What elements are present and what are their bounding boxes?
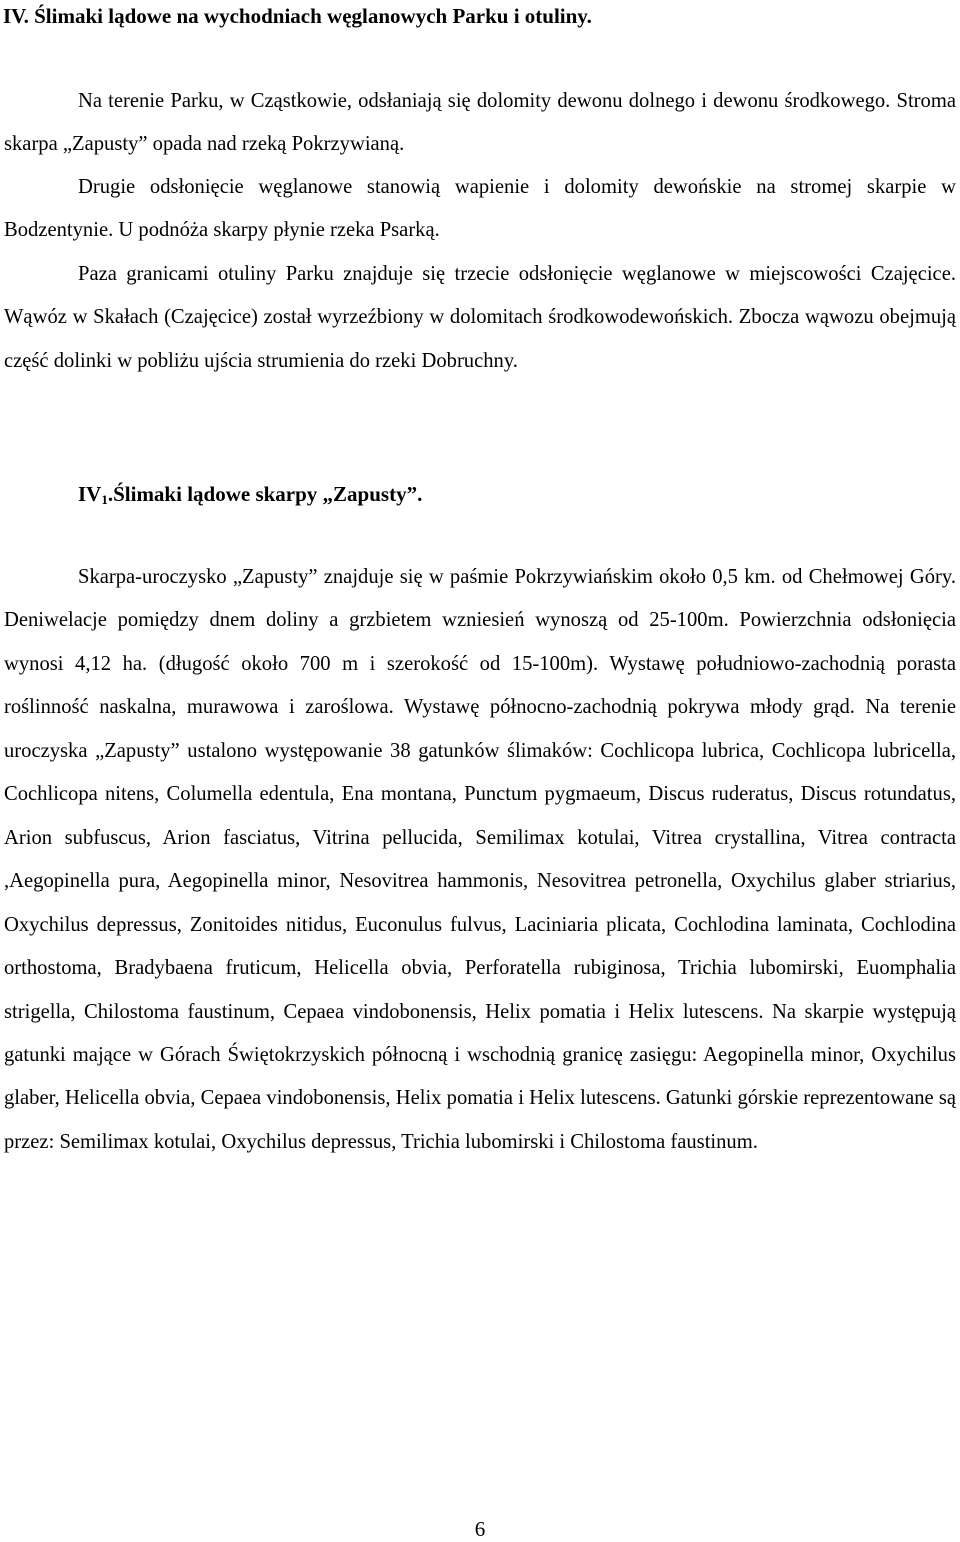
subsection-subscript: 1 [101, 492, 108, 507]
subsection-title: .Ślimaki lądowe skarpy „Zapusty”. [107, 482, 423, 506]
subsection-heading [78, 480, 422, 514]
paragraph-bodzentyn: Drugie odsłonięcie węglanowe stanowią wapienie i dolomity dewońskie na stromej skarpie w Bodzentynie. U podnóża skarpy płynie rzeka Psarką. [4, 176, 956, 242]
subsection-prefix: IV [78, 482, 102, 506]
page-number: 6 [474, 1517, 486, 1541]
section-heading: IV. Ślimaki lądowe na wychodniach węglanowych Parku i otuliny. [3, 4, 592, 28]
paragraph-dolomity: Na terenie Parku, w Cząstkowie, odsłaniają się dolomity dewonu dolnego i dewonu środkowego. Stroma skarpa „Zapusty” opada nad rzeką Pokrzywianą. [4, 90, 956, 156]
paragraph-czajecice: Paza granicami otuliny Parku znajduje się trzecie odsłonięcie węglanowe w miejscowości Czajęcice. Wąwóz w Skałach (Czajęcice) został wyrzeźbiony w dolomitach środkowodewońskich. Zbocza wąwozu obejmują część dolinki w pobliżu ujścia strumienia do rzeki Dobruchny. [4, 263, 956, 372]
paragraph-zapusty: Skarpa-uroczysko „Zapusty” znajduje się w paśmie Pokrzywiańskim około 0,5 km. od Chełmowej Góry. Deniwelacje pomiędzy dnem doliny a grzbietem wzniesień wynoszą od 25-100m. Powierzchnia odsłonięcia wynosi 4,12 ha. (długość około 700 m i szerokość od 15-100m). Wystawę południowo-zachodnią porasta roślinność naskalna, murawowa i zaroślowa. Wystawę północno-zachodnią pokrywa młody grąd. Na terenie uroczyska „Zapusty” ustalono występowanie 38 gatunków ślimaków: Cochlicopa lubrica, Cochlicopa lubricella, Cochlicopa nitens, Columella edentula, Ena montana, Punctum pygmaeum, Discus ruderatus, Discus rotundatus, Arion subfuscus, Arion fasciatus, Vitrina pellucida, Semilimax kotulai, Vitrea crystallina, Vitrea contracta ,Aegopinella pura, Aegopinella minor, Nesovitrea hammonis, Nesovitrea petronella, Oxychilus glaber striarius, Oxychilus depressus, Zonitoides nitidus, Euconulus fulvus, Laciniaria plicata, Cochlodina laminata, Cochlodina orthostoma, Bradybaena fruticum, Helicella obvia, Perforatella rubiginosa, Trichia lubomirski, Euomphalia strigella, Chilostoma faustinum, Cepaea vindobonensis, Helix pomatia i Helix lutescens. Na skarpie występują gatunki mające w Górach Świętokrzyskich północną i wschodnią granicę zasięgu: Aegopinella minor, Oxychilus glaber, Helicella obvia, Cepaea vindobonensis, Helix pomatia i Helix lutescens. Gatunki górskie reprezentowane są przez: Semilimax kotulai, Oxychilus depressus, Trichia lubomirski i Chilostoma faustinum. [4, 566, 956, 1153]
